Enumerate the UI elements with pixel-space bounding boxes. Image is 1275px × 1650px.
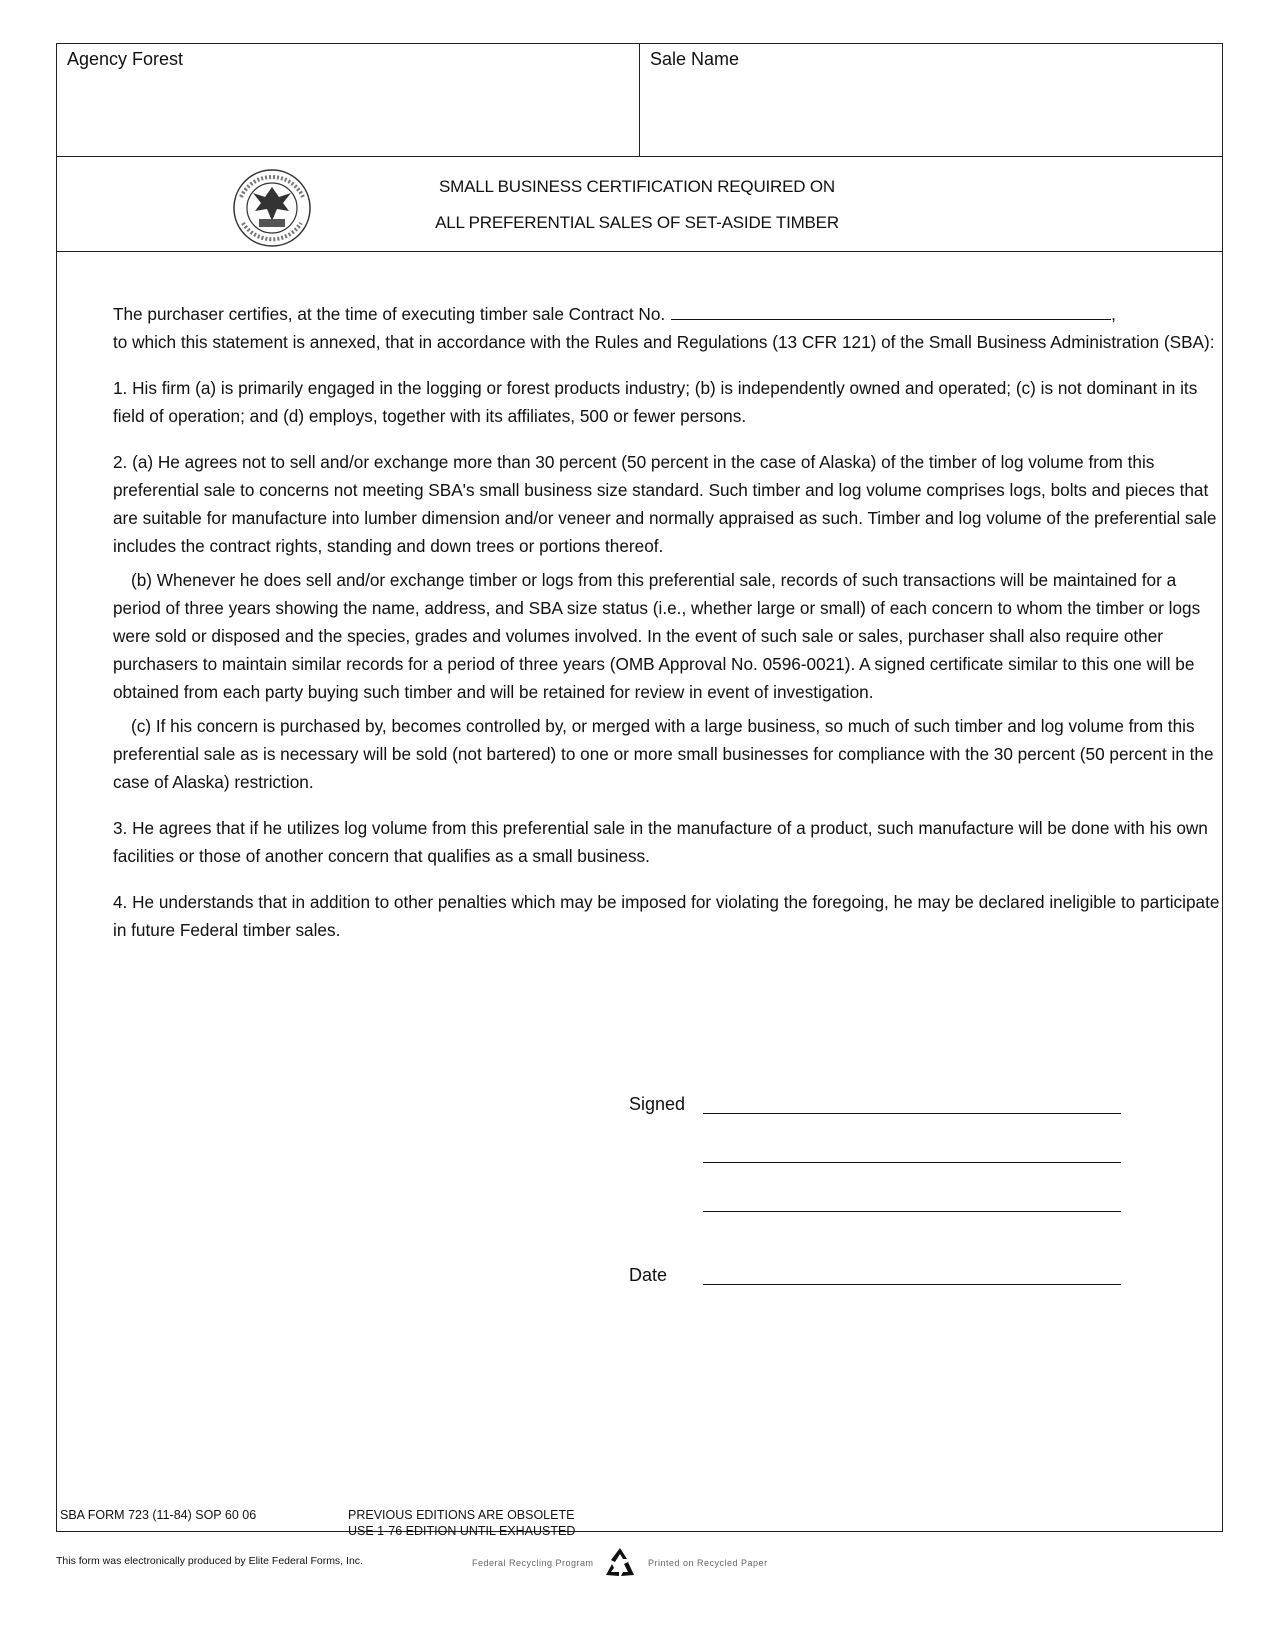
form-id: SBA FORM 723 (11-84) SOP 60 06 — [60, 1508, 257, 1522]
agency-forest-cell[interactable] — [57, 44, 640, 156]
produced-by-notice: This form was electronically produced by Elite Federal Forms, Inc. — [56, 1555, 363, 1567]
recycling-program-text: Federal Recycling Program — [472, 1558, 594, 1568]
form-title-line-2: ALL PREFERENTIAL SALES OF SET-ASIDE TIMBER — [435, 213, 839, 232]
obsolete-line-2: USE 1-76 EDITION UNTIL EXHAUSTED — [348, 1524, 576, 1538]
signed-label: Signed — [629, 1094, 686, 1114]
header-row — [57, 44, 1222, 157]
date-line[interactable] — [703, 1284, 1121, 1285]
intro-text-b: to which this statement is annexed, that in accordance with the Rules and Regulations (13 CFR 121) of the Small Business Administration (SBA): — [113, 332, 1215, 352]
sba-seal-icon — [229, 167, 315, 249]
date-label: Date — [629, 1265, 668, 1285]
contract-number-field[interactable] — [671, 301, 1111, 320]
form-title-line-1: SMALL BUSINESS CERTIFICATION REQUIRED ON — [439, 177, 835, 196]
intro-text-a: The purchaser certifies, at the time of executing timber sale Contract No. — [113, 304, 666, 324]
intro-comma: , — [1111, 304, 1116, 324]
paragraph-2b: (b) Whenever he does sell and/or exchange timber or logs from this preferential sale, records of such transactions will be maintained for a period of three years showing the name, address, and SBA size status (i.e., whether large or small) of each concern to whom the timber or logs were sold or disposed and the species, grades and volumes involved. In the event of such sale or sales, purchaser shall also require other purchasers to maintain similar records for a period of three years (OMB Approval No. 0596-0021). A signed certificate similar to this one will be obtained from each party buying such timber and will be retained for review in event of investigation. — [113, 570, 1201, 702]
form-frame — [56, 43, 1223, 1532]
paragraph-4: 4. He understands that in addition to other penalties which may be imposed for violating the foregoing, he may be declared ineligible to participate in future Federal timber sales. — [113, 892, 1220, 940]
obsolete-notice — [348, 1507, 575, 1539]
paragraph-2a: 2. (a) He agrees not to sell and/or exchange more than 30 percent (50 percent in the case of Alaska) of the timber of log volume from this preferential sale to concerns not meeting SBA's small business size standard. Such timber and log volume comprises logs, bolts and pieces that are suitable for manufacture into lumber dimension and/or veneer and normally appraised as such. Timber and log volume of the preferential sale includes the contract rights, standing and down trees or portions thereof. — [113, 452, 1217, 556]
intro-paragraph — [113, 300, 1223, 356]
signature-line-3[interactable] — [703, 1211, 1121, 1212]
sale-name-label: Sale Name — [650, 49, 740, 69]
title-row — [57, 157, 1222, 252]
paragraph-3: 3. He agrees that if he utilizes log volume from this preferential sale in the manufacture of a product, such manufacture will be done with his own facilities or those of another concern that qualifies as a small business. — [113, 818, 1208, 866]
signature-line-1[interactable] — [703, 1113, 1121, 1114]
recycle-icon — [600, 1545, 640, 1581]
paragraph-2c: (c) If his concern is purchased by, becomes controlled by, or merged with a large business, so much of such timber and log volume from this preferential sale as is necessary will be sold (not bartered) to one or more small businesses for compliance with the 30 percent (50 percent in the case of Alaska) restriction. — [113, 716, 1214, 792]
recycled-paper-text: Printed on Recycled Paper — [648, 1558, 768, 1568]
sale-name-cell[interactable] — [640, 44, 1222, 156]
signature-line-2[interactable] — [703, 1162, 1121, 1163]
certification-body — [113, 300, 1223, 962]
paragraph-1: 1. His firm (a) is primarily engaged in the logging or forest products industry; (b) is independently owned and operated; (c) is not dominant in its field of operation; and (d) employs, together with its affiliates, 500 or fewer persons. — [113, 378, 1198, 426]
agency-forest-label: Agency Forest — [67, 49, 184, 69]
obsolete-line-1: PREVIOUS EDITIONS ARE OBSOLETE — [348, 1508, 575, 1522]
